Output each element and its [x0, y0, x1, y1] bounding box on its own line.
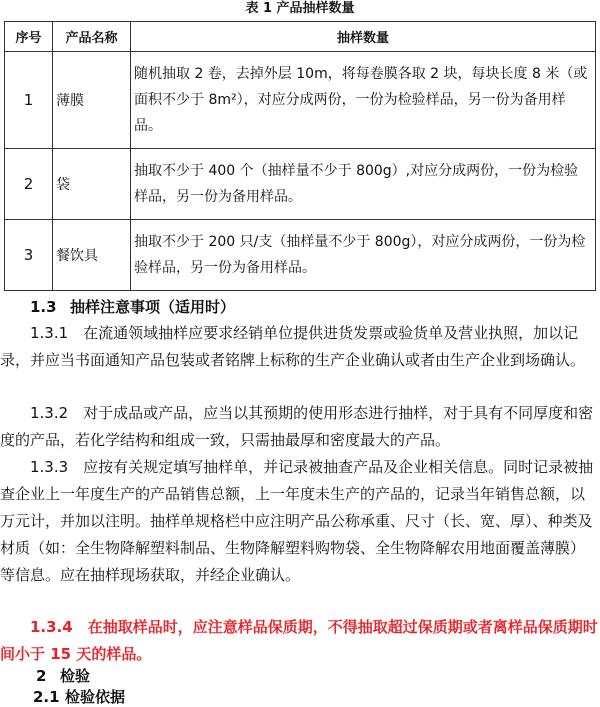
paragraph-number: 1.3.3: [30, 458, 69, 476]
row-number: 3: [5, 220, 53, 291]
row-sample-quantity: 抽取不少于 400 个（抽样量不少于 800g）,对应分成两份，一份为检验样品，另一份为备用样品。: [131, 149, 596, 220]
table-row: [5, 149, 596, 220]
paragraph-number: 1.3.2: [30, 404, 69, 422]
paragraph-text: 在抽取样品时，应注意样品保质期，不得抽取超过保质期或者离样品保质期时间小于 15 天的样品。: [0, 618, 598, 663]
sampling-quantity-table: [4, 21, 596, 291]
header-sample-quantity: 抽样数量: [131, 22, 596, 52]
section-title: 检验依据: [65, 688, 126, 706]
paragraph-text: 在流通领域抽样应要求经销单位提供进货发票或验货单及营业执照，加以记录，并应当书面通知产品包装或者铭牌上标称的生产企业确认或者由生产企业到场确认。: [0, 324, 586, 369]
section-2-1-heading: [0, 687, 600, 707]
row-sample-quantity: 随机抽取 2 卷，去掉外层 10m，将每卷膜各取 2 块，每块长度 8 米（或面积不少于 8m²），对应分成两份，一份为检验样品，另一份为备用样品。: [131, 52, 596, 149]
row-number: 2: [5, 149, 53, 220]
header-product-name: 产品名称: [53, 22, 131, 52]
paragraph-1-3-1: [0, 320, 600, 374]
table-row: [5, 220, 596, 291]
table-caption: 表 1 产品抽样数量: [245, 1, 355, 16]
table-header-row: [5, 22, 596, 52]
section-number: 1.3: [30, 298, 57, 316]
section-2-heading: [0, 666, 600, 686]
section-number: 2.1: [33, 688, 60, 706]
section-1-3-heading: [0, 296, 600, 318]
paragraph-1-3-2: [0, 400, 600, 454]
section-title: 抽样注意事项（适用时）: [70, 298, 236, 316]
paragraph-1-3-3: [0, 454, 600, 589]
row-number: 1: [5, 52, 53, 149]
table-row: [5, 52, 596, 149]
section-title: 检验: [60, 667, 91, 685]
row-product-name: 餐饮具: [53, 220, 131, 291]
row-product-name: 薄膜: [53, 52, 131, 149]
paragraph-number: 1.3.1: [30, 324, 69, 342]
paragraph-number: 1.3.4: [30, 618, 73, 636]
paragraph-text: 对于成品或产品，应当以其预期的使用形态进行抽样，对于具有不同厚度和密度的产品，若化学结构和组成一致，只需抽最厚和密度最大的产品。: [0, 404, 594, 449]
header-serial-number: 序号: [5, 22, 53, 52]
row-product-name: 袋: [53, 149, 131, 220]
section-number: 2: [36, 667, 47, 685]
row-sample-quantity: 抽取不少于 200 只/支（抽样量不少于 800g），对应分成两份，一份为检验样品，另一份为备用样品。: [131, 220, 596, 291]
paragraph-text: 应按有关规定填写抽样单，并记录被抽查产品及企业相关信息。同时记录被抽查企业上一年度生产的产品销售总额，上一年度未生产的产品的，记录当年销售总额，以万元计，并加以注明。抽样单规格栏中应注明产品公称承重、尺寸（长、宽、厚）、种类及材质（如：全生物降解塑料制品、生物降解塑料购物袋、全生物降解农用地面覆盖薄膜）等信息。应在抽样现场获取，并经企业确认。: [0, 458, 594, 584]
paragraph-1-3-4-highlighted: [0, 614, 600, 668]
